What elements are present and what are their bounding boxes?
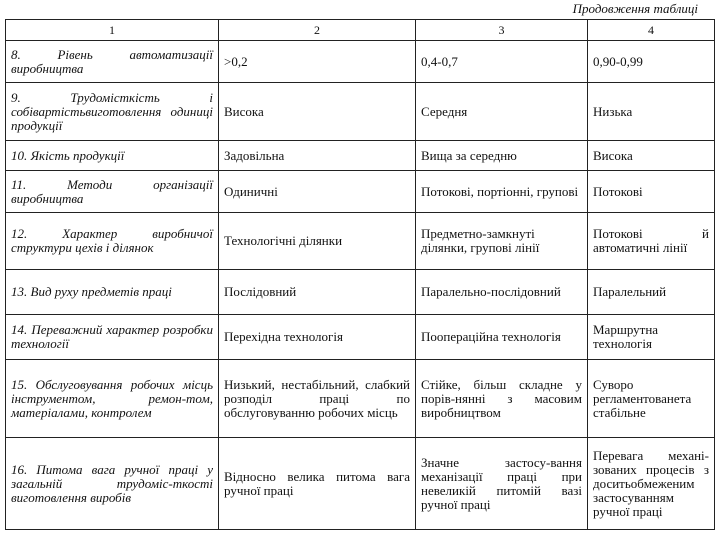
table-row [6, 41, 715, 83]
row-criterion: 12. Характер виробничої структури цехів і ділянок [6, 213, 219, 270]
cell-col-2: Низький, нестабільний, слабкий розподіл праці по обслуговуванню робочих місць [219, 360, 416, 438]
cell-col-3: Потокові, портіонні, групові [416, 171, 588, 213]
row-criterion: 8. Рівень автоматизації виробництва [6, 41, 219, 83]
cell-col-4: Суворо регламентованета стабільне [588, 360, 715, 438]
row-criterion: 9. Трудомісткість і собівартістьвиготовлення одиниці продукції [6, 83, 219, 141]
cell-col-3: Поопераційна технологія [416, 315, 588, 360]
production-types-table [5, 19, 715, 530]
cell-col-2: Перехідна технологія [219, 315, 416, 360]
cell-col-4: Маршрутна технологія [588, 315, 715, 360]
row-criterion: 16. Питома вага ручної праці у загальній трудоміс-ткості виготовлення виробів [6, 438, 219, 530]
cell-col-4: Паралельний [588, 270, 715, 315]
header-col-3: 3 [416, 20, 588, 41]
row-criterion: 15. Обслуговування робочих місць інструментом, ремон-том, матеріалами, контролем [6, 360, 219, 438]
row-criterion: 13. Вид руху предметів праці [6, 270, 219, 315]
header-col-1: 1 [6, 20, 219, 41]
cell-col-3: Середня [416, 83, 588, 141]
cell-col-3: Стійке, більш складне у порів-нянні з масовим виробництвом [416, 360, 588, 438]
cell-col-4: Низька [588, 83, 715, 141]
cell-col-4: Потокові [588, 171, 715, 213]
table-row [6, 141, 715, 171]
header-col-4: 4 [588, 20, 715, 41]
cell-col-4: 0,90-0,99 [588, 41, 715, 83]
cell-col-2: >0,2 [219, 41, 416, 83]
table-row [6, 438, 715, 530]
cell-col-2: Технологічні ділянки [219, 213, 416, 270]
row-criterion: 10. Якість продукції [6, 141, 219, 171]
cell-col-4: Потокові й автоматичні лінії [588, 213, 715, 270]
table-row [6, 315, 715, 360]
table-row [6, 83, 715, 141]
cell-col-2: Одиничні [219, 171, 416, 213]
row-criterion: 14. Переважний характер розробки технології [6, 315, 219, 360]
table-row [6, 171, 715, 213]
cell-col-2: Відносно велика питома вага ручної праці [219, 438, 416, 530]
cell-col-3: Паралельно-послідовний [416, 270, 588, 315]
cell-col-2: Висока [219, 83, 416, 141]
cell-col-3: Значне застосу-вання механізації праці при невеликій питомій вазі ручної праці [416, 438, 588, 530]
cell-col-2: Послідовний [219, 270, 416, 315]
table-header-row [6, 20, 715, 41]
cell-col-2: Задовільна [219, 141, 416, 171]
cell-col-4: Висока [588, 141, 715, 171]
table-row [6, 213, 715, 270]
cell-col-3: Предметно-замкнуті ділянки, групові лінії [416, 213, 588, 270]
row-criterion: 11. Методи організації виробництва [6, 171, 219, 213]
table-continuation-caption: Продовження таблиці [572, 1, 698, 16]
cell-col-3: Вища за середню [416, 141, 588, 171]
cell-col-3: 0,4-0,7 [416, 41, 588, 83]
cell-col-4: Перевага механі-зованих процесів з доситьобмеженим застосуванням ручної праці [588, 438, 715, 530]
header-col-2: 2 [219, 20, 416, 41]
table-row [6, 270, 715, 315]
table-row [6, 360, 715, 438]
